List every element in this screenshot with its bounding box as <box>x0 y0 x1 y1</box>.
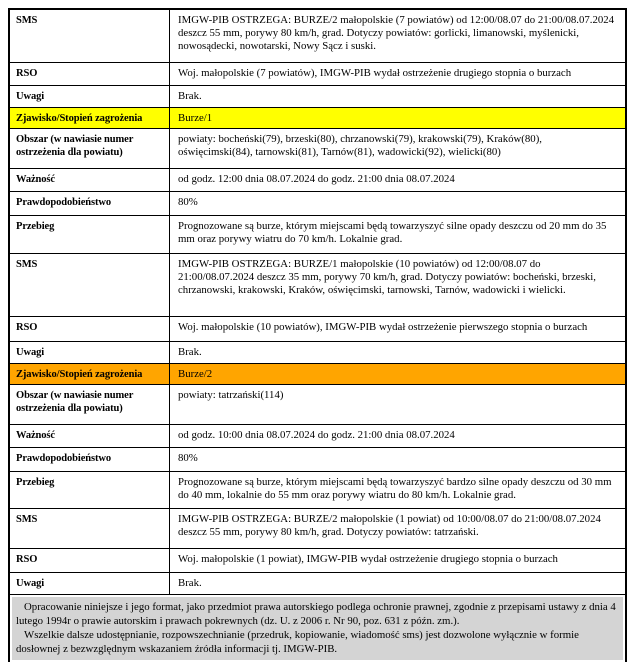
table-row-waznosc <box>10 169 625 192</box>
row-value: Brak. <box>178 90 202 102</box>
row-value: Woj. małopolskie (7 powiatów), IMGW-PIB wydał ostrzeżenie drugiego stopnia o burzach <box>178 67 572 79</box>
copyright-paragraph-redistribution: Wszelkie dalsze udostępnianie, rozpowszechnianie (przedruk, kopiowanie, wiadomość sms) jest dozwolone wyłącznie w formie dosłownej z bezwzględnym wskazaniem źródła informacji tj. IMGW-PIB. <box>16 629 579 655</box>
row-value: Brak. <box>178 577 202 589</box>
row-label: SMS <box>10 254 170 316</box>
row-value: IMGW-PIB OSTRZEGA: BURZE/2 małopolskie (7 powiatów) od 12:00/08.07 do 21:00/08.07.2024 deszcz 55 mm, porywy 80 km/h, grad. Dotyczy powiatów: gorlicki, limanowski, myślenicki, nowosądecki, nowotarski, Nowy Sącz i suski. <box>178 14 615 52</box>
row-label: Zjawisko/Stopień zagrożenia <box>10 364 170 384</box>
table-row-obszar <box>10 129 625 169</box>
row-value: Prognozowane są burze, którym miejscami będą towarzyszyć bardzo silne opady deszczu od 30 mm do 40 mm, lokalnie do 55 mm oraz porywy wiatru do 80 km/h. Lokalnie grad. <box>178 476 612 501</box>
row-value: IMGW-PIB OSTRZEGA: BURZE/2 małopolskie (1 powiat) od 10:00/08.07 do 21:00/08.07.2024 deszcz 55 mm, porywy 80 km/h, grad. Dotyczy powiatów: tatrzański. <box>178 513 601 538</box>
warning-level-1-value: Burze/1 <box>178 112 213 124</box>
row-label: Obszar (w nawiasie numer ostrzeżenia dla powiatu) <box>10 385 170 424</box>
table-row-sms <box>10 254 625 317</box>
row-value: IMGW-PIB OSTRZEGA: BURZE/1 małopolskie (10 powiatów) od 12:00/08.07 do 21:00/08.07.2024 deszcz 35 mm, porywy 70 km/h, grad. Dotyczy powiatów: bocheński, brzeski, chrzanowski, krakowski, Kraków, oświęcimski, tarnowski, Tarnów, wadowicki i wielicki. <box>178 258 597 296</box>
row-label: Zjawisko/Stopień zagrożenia <box>10 108 170 128</box>
row-label: RSO <box>10 63 170 85</box>
row-label: Ważność <box>10 169 170 191</box>
table-row-waznosc <box>10 425 625 448</box>
row-value: 80% <box>178 452 198 464</box>
row-label: Przebieg <box>10 472 170 508</box>
warning-level-2-value: Burze/2 <box>178 368 213 380</box>
row-value: Woj. małopolskie (10 powiatów), IMGW-PIB wydał ostrzeżenie pierwszego stopnia o burzach <box>178 321 588 333</box>
row-value: Brak. <box>178 346 202 358</box>
row-value: od godz. 12:00 dnia 08.07.2024 do godz. 21:00 dnia 08.07.2024 <box>178 173 455 185</box>
row-label: SMS <box>10 509 170 548</box>
table-row-prawdopodobienstwo <box>10 448 625 472</box>
row-label: Uwagi <box>10 573 170 594</box>
table-row-zjawisko-level2 <box>10 364 625 385</box>
row-label: Uwagi <box>10 342 170 363</box>
table-row-zjawisko-level1 <box>10 108 625 129</box>
table-row-rso <box>10 549 625 573</box>
row-label: SMS <box>10 10 170 62</box>
table-row-rso <box>10 63 625 86</box>
copyright-note <box>12 597 623 660</box>
copyright-paragraph-law: Opracowanie niniejsze i jego format, jako przedmiot prawa autorskiego podlega ochronie prawnej, zgodnie z przepisami ustawy z dnia 4 lutego 1994r o prawie autorskim i prawach pokrewnych (dz. U. z 2006 r. Nr 90, poz. 631 z późn. zm.). <box>16 601 616 627</box>
row-label: RSO <box>10 317 170 341</box>
table-row-rso <box>10 317 625 342</box>
row-value: od godz. 10:00 dnia 08.07.2024 do godz. 21:00 dnia 08.07.2024 <box>178 429 455 441</box>
row-value: Woj. małopolskie (1 powiat), IMGW-PIB wydał ostrzeżenie drugiego stopnia o burzach <box>178 553 558 565</box>
row-value: powiaty: bocheński(79), brzeski(80), chrzanowski(79), krakowski(79), Kraków(80), oświęcimski(84), tarnowski(81), Tarnów(81), wadowicki(92), wielicki(80) <box>178 133 542 158</box>
row-value: Prognozowane są burze, którym miejscami będą towarzyszyć silne opady deszczu od 20 mm do 35 mm oraz porywy wiatru do 70 km/h. Lokalnie grad. <box>178 220 607 245</box>
table-row-uwagi <box>10 573 625 595</box>
row-value: powiaty: tatrzański(114) <box>178 389 284 401</box>
table-row-uwagi <box>10 86 625 108</box>
table-row-sms <box>10 509 625 549</box>
table-row-obszar <box>10 385 625 425</box>
row-label: RSO <box>10 549 170 572</box>
row-label: Prawdopodobieństwo <box>10 192 170 215</box>
row-label: Obszar (w nawiasie numer ostrzeżenia dla powiatu) <box>10 129 170 168</box>
warning-table <box>8 8 627 662</box>
table-row-sms <box>10 10 625 63</box>
table-row-przebieg <box>10 472 625 509</box>
row-label: Uwagi <box>10 86 170 107</box>
row-label: Prawdopodobieństwo <box>10 448 170 471</box>
row-label: Przebieg <box>10 216 170 253</box>
row-value: 80% <box>178 196 198 208</box>
table-row-przebieg <box>10 216 625 254</box>
table-row-prawdopodobienstwo <box>10 192 625 216</box>
table-row-copyright <box>10 595 625 662</box>
table-row-uwagi <box>10 342 625 364</box>
row-label: Ważność <box>10 425 170 447</box>
